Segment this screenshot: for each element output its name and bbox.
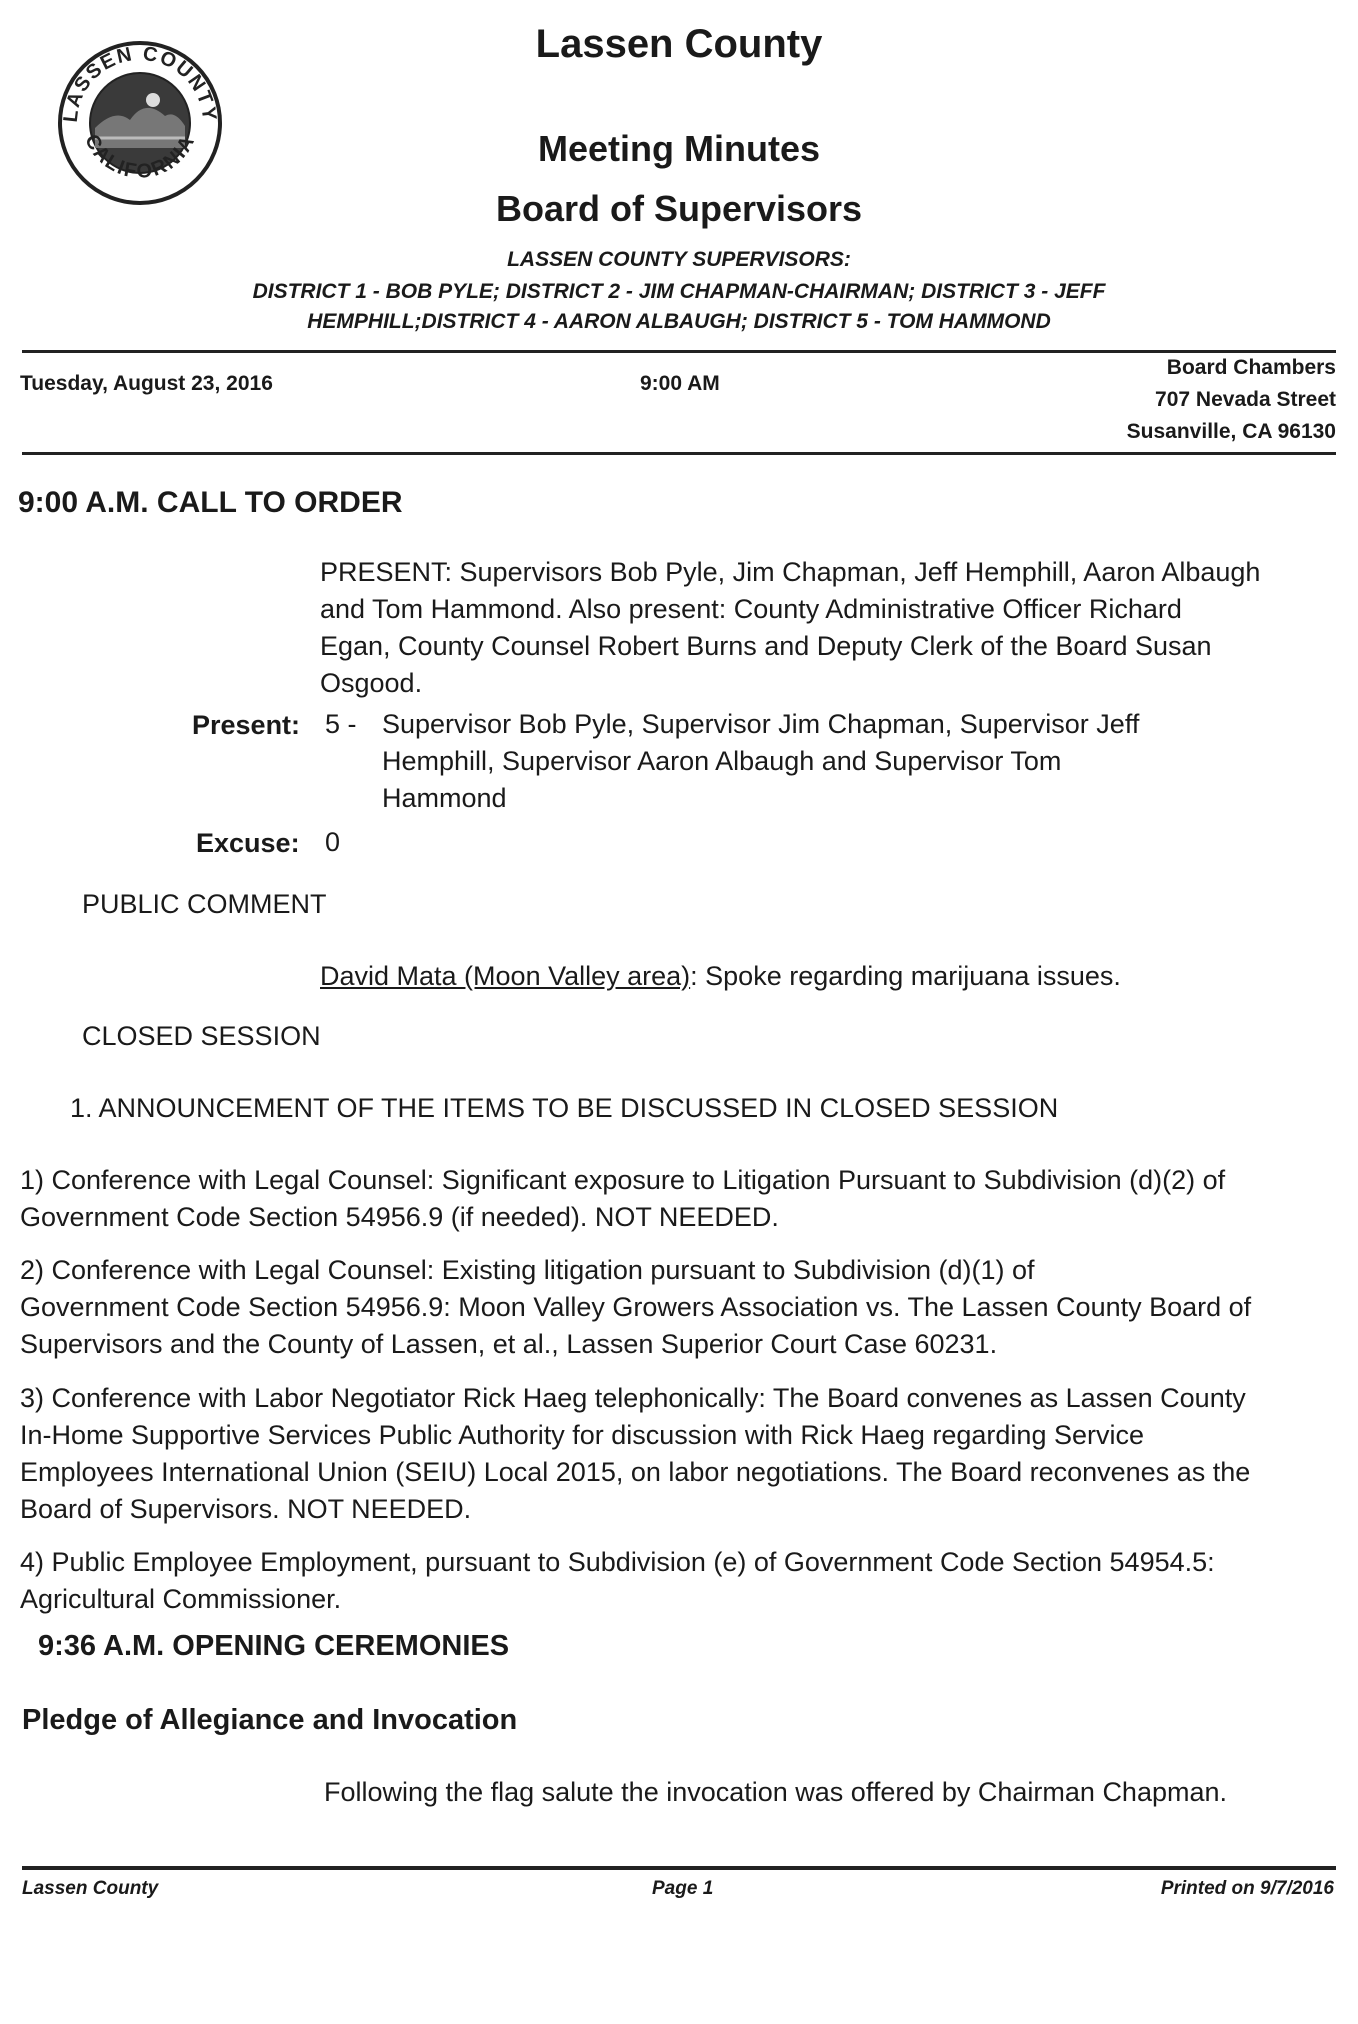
supervisors-line-1: DISTRICT 1 - BOB PYLE; DISTRICT 2 - JIM CHAPMAN-CHAIRMAN; DISTRICT 3 - JEFF: [252, 280, 1106, 303]
item-line: Employees International Union (SEIU) Local 2015, on labor negotiations. The Board reconvenes as the: [20, 1457, 1251, 1487]
call-to-order-heading: 9:00 A.M. CALL TO ORDER: [18, 486, 403, 519]
pledge-heading: Pledge of Allegiance and Invocation: [22, 1704, 518, 1736]
excuse-label: Excuse:: [196, 828, 300, 858]
speaker-comment: : Spoke regarding marijuana issues.: [690, 961, 1121, 991]
closed-session-announcement: 1. ANNOUNCEMENT OF THE ITEMS TO BE DISCUSSED IN CLOSED SESSION: [70, 1093, 1059, 1123]
present-paragraph-line: and Tom Hammond. Also present: County Administrative Officer Richard: [320, 594, 1182, 624]
item-line: Government Code Section 54956.9 (if needed). NOT NEEDED.: [20, 1202, 779, 1232]
present-count: 5 -: [325, 709, 357, 739]
footer-county: Lassen County: [22, 1878, 159, 1899]
supervisors-label: LASSEN COUNTY SUPERVISORS:: [507, 248, 851, 271]
item-line: In-Home Supportive Services Public Authority for discussion with Rick Haeg regarding Service: [20, 1420, 1144, 1450]
public-comment-heading: PUBLIC COMMENT: [82, 889, 327, 919]
meeting-location-line-1: Board Chambers: [1166, 356, 1336, 379]
header-divider: [22, 350, 1336, 353]
present-paragraph-line: PRESENT: Supervisors Bob Pyle, Jim Chapman, Jeff Hemphill, Aaron Albaugh: [320, 557, 1261, 587]
meeting-date: Tuesday, August 23, 2016: [20, 372, 273, 395]
present-paragraph: [320, 554, 1320, 702]
item-line: 2) Conference with Legal Counsel: Existing litigation pursuant to Subdivision (d)(1) of: [20, 1255, 1035, 1285]
closed-session-item-1: [20, 1162, 1335, 1236]
meeting-location-line-2: 707 Nevada Street: [1155, 388, 1336, 411]
closed-session-item-2: [20, 1252, 1335, 1363]
footer-divider: [22, 1866, 1336, 1870]
present-label: Present:: [192, 710, 301, 740]
item-line: Government Code Section 54956.9: Moon Valley Growers Association vs. The Lassen County Board of: [20, 1292, 1252, 1322]
present-paragraph-line: Osgood.: [320, 668, 423, 698]
present-names-line: Supervisor Bob Pyle, Supervisor Jim Chapman, Supervisor Jeff: [382, 709, 1140, 739]
closed-session-item-4: [20, 1544, 1335, 1618]
item-line: Supervisors and the County of Lassen, et al., Lassen Superior Court Case 60231.: [20, 1329, 998, 1359]
item-line: 4) Public Employee Employment, pursuant to Subdivision (e) of Government Code Section 54954.5:: [20, 1547, 1215, 1577]
present-paragraph-line: Egan, County Counsel Robert Burns and Deputy Clerk of the Board Susan: [320, 631, 1212, 661]
opening-ceremonies-heading: 9:36 A.M. OPENING CEREMONIES: [38, 1630, 510, 1662]
footer-page-number: Page 1: [652, 1878, 714, 1899]
item-line: Agricultural Commissioner.: [20, 1584, 342, 1614]
pledge-text: Following the flag salute the invocation was offered by Chairman Chapman.: [324, 1777, 1228, 1807]
board-name: Board of Supervisors: [495, 188, 863, 229]
closed-session-item-3: [20, 1380, 1335, 1528]
meeting-time: 9:00 AM: [640, 372, 720, 395]
item-line: 1) Conference with Legal Counsel: Significant exposure to Litigation Pursuant to Subdivision (d)(2) of: [20, 1165, 1226, 1195]
svg-text:CALIFORNIA: CALIFORNIA: [80, 131, 200, 184]
document-type: Meeting Minutes: [537, 128, 820, 169]
county-title: Lassen County: [535, 22, 823, 66]
public-comment-entry: [320, 958, 1121, 995]
excuse-count: 0: [325, 827, 341, 857]
present-names-line: Hemphill, Supervisor Aaron Albaugh and Supervisor Tom: [382, 746, 1062, 776]
footer-printed-date: Printed on 9/7/2016: [1160, 1878, 1334, 1899]
meeting-location-line-3: Susanville, CA 96130: [1126, 420, 1336, 443]
item-line: 3) Conference with Labor Negotiator Rick Haeg telephonically: The Board convenes as Lassen County: [20, 1383, 1246, 1413]
present-names-line: Hammond: [382, 783, 507, 813]
speaker-name: David Mata (Moon Valley area): [320, 961, 691, 991]
item-line: Board of Supervisors. NOT NEEDED.: [20, 1494, 472, 1524]
present-names: [382, 706, 1282, 817]
closed-session-heading: CLOSED SESSION: [82, 1021, 321, 1051]
svg-text:LASSEN COUNTY: LASSEN COUNTY: [59, 42, 221, 124]
supervisors-line-2: HEMPHILL;DISTRICT 4 - AARON ALBAUGH; DISTRICT 5 - TOM HAMMOND: [307, 310, 1051, 333]
info-divider: [22, 452, 1336, 455]
